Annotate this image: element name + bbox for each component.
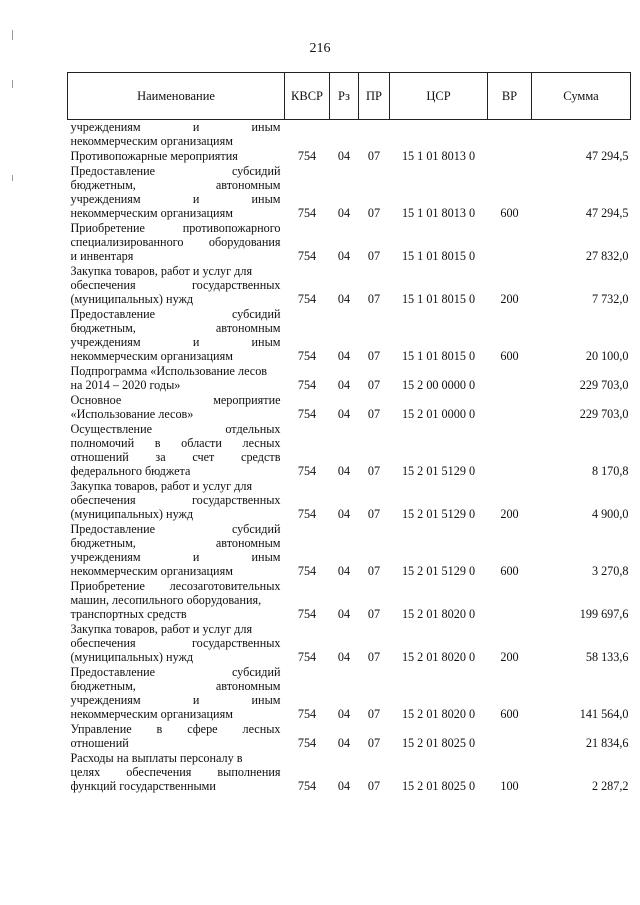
row-name-word: отдельных: [225, 422, 281, 436]
row-name-line: [71, 436, 281, 450]
row-name-word: обеспечения: [70, 278, 136, 292]
row-name-word: иным: [251, 550, 281, 564]
scan-margin-mark: [12, 30, 13, 40]
row-name-word: бюджетным,: [70, 679, 136, 693]
row-name: [68, 393, 285, 422]
row-sum: 21 834,6: [585, 736, 629, 750]
row-name-line: [71, 149, 281, 163]
row-name-line: [71, 579, 281, 593]
row-name: [68, 149, 285, 164]
row-vr: [488, 579, 532, 622]
row-vr: [488, 149, 532, 164]
row-name-word: Закупка товаров, работ и услуг для: [70, 264, 253, 278]
row-sum: 2 287,2: [591, 779, 629, 793]
row-name-line: [71, 307, 281, 321]
row-pr: 07: [367, 149, 381, 163]
row-kvsr: 754: [297, 607, 317, 621]
row-name-word: машин, лесопильного оборудования,: [70, 593, 262, 607]
row-name: [68, 479, 285, 522]
row-kvsr: [285, 120, 330, 150]
row-sum: 3 270,8: [591, 564, 629, 578]
row-pr: 07: [367, 407, 381, 421]
row-rz: 04: [337, 292, 351, 306]
row-vr: [488, 221, 532, 264]
row-name: [68, 364, 285, 393]
row-name: [68, 751, 285, 794]
row-name-word: сфере: [187, 722, 218, 736]
row-kvsr: 754: [297, 650, 317, 664]
row-name-word: субсидий: [231, 164, 281, 178]
row-kvsr: 754: [297, 407, 317, 421]
row-name: [68, 579, 285, 622]
row-name-word: отношений: [70, 450, 129, 464]
row-name-word: мероприятие: [213, 393, 281, 407]
row-kvsr: 754: [297, 736, 317, 750]
scan-margin-mark: [12, 175, 13, 181]
row-name-line: [71, 622, 281, 636]
row-name-word: Подпрограмма «Использование лесов: [70, 364, 268, 378]
row-name-line: [71, 164, 281, 178]
row-name-word: лесозаготовительных: [169, 579, 281, 593]
row-vr: 600: [500, 206, 519, 220]
row-pr: 07: [367, 507, 381, 521]
row-name: [68, 665, 285, 722]
table-row: [68, 751, 631, 794]
row-name-word: Предоставление: [70, 164, 156, 178]
row-name-line: [71, 779, 281, 793]
row-name-word: иным: [251, 192, 281, 206]
row-vr: [488, 393, 532, 422]
table-row: [68, 364, 631, 393]
row-name-word: субсидий: [231, 665, 281, 679]
row-vr: 600: [500, 707, 519, 721]
table-row: [68, 393, 631, 422]
row-rz: 04: [337, 464, 351, 478]
row-pr: 07: [367, 564, 381, 578]
row-name-word: некоммерческим организациям: [70, 134, 233, 148]
row-pr: 07: [367, 464, 381, 478]
row-name-line: [71, 235, 281, 249]
row-name-word: некоммерческим организациям: [70, 206, 233, 220]
row-name-word: Предоставление: [70, 522, 156, 536]
row-kvsr: 754: [297, 206, 317, 220]
row-csr: 15 2 00 0000 0: [401, 378, 476, 392]
row-name-line: [71, 249, 281, 263]
table-row: [68, 264, 631, 307]
row-pr: 07: [367, 607, 381, 621]
row-name-line: [71, 564, 281, 578]
row-csr: 15 2 01 0000 0: [401, 407, 476, 421]
row-csr: 15 2 01 8025 0: [401, 779, 476, 793]
row-name-line: [71, 120, 281, 134]
budget-table: [67, 72, 631, 794]
row-kvsr: 754: [297, 779, 317, 793]
row-name-line: [71, 493, 281, 507]
row-rz: [330, 120, 359, 150]
table-body: [68, 120, 631, 795]
row-name-line: [71, 407, 281, 421]
row-name-word: Закупка товаров, работ и услуг для: [70, 622, 253, 636]
row-name-word: Расходы на выплаты персоналу в: [70, 751, 243, 765]
table-row: [68, 422, 631, 479]
header-sum: Сумма: [532, 73, 631, 120]
row-name-line: [71, 349, 281, 363]
row-name-word: за: [155, 450, 166, 464]
row-rz: 04: [337, 607, 351, 621]
row-name-line: [71, 221, 281, 235]
row-name-line: [71, 522, 281, 536]
row-rz: 04: [337, 779, 351, 793]
row-name-word: учреждениям: [70, 550, 141, 564]
row-name-line: [71, 650, 281, 664]
row-name-word: обеспечения: [70, 636, 136, 650]
row-name-line: [71, 751, 281, 765]
row-pr: 07: [367, 349, 381, 363]
row-name-word: полномочий: [70, 436, 135, 450]
row-name-word: функций: [70, 779, 117, 793]
row-name-word: бюджетным,: [70, 321, 136, 335]
row-csr: 15 2 01 8020 0: [401, 607, 476, 621]
row-name-word: иным: [251, 120, 281, 134]
row-name-word: оборудования: [208, 235, 281, 249]
row-rz: 04: [337, 378, 351, 392]
header-pr: ПР: [359, 73, 390, 120]
row-name-line: [71, 364, 281, 378]
row-sum: 4 900,0: [591, 507, 629, 521]
row-pr: 07: [367, 249, 381, 263]
row-csr: 15 2 01 8020 0: [401, 707, 476, 721]
row-name-word: Приобретение: [70, 579, 145, 593]
row-csr: 15 1 01 8015 0: [401, 349, 476, 363]
row-name-line: [71, 550, 281, 564]
row-rz: 04: [337, 206, 351, 220]
row-name-word: отношений: [70, 736, 129, 750]
row-vr: 600: [500, 349, 519, 363]
header-name: Наименование: [68, 73, 285, 120]
row-name-word: автономным: [215, 321, 281, 335]
row-kvsr: 754: [297, 149, 317, 163]
row-name-line: [71, 206, 281, 220]
row-sum: 229 703,0: [579, 378, 629, 392]
row-name: [68, 264, 285, 307]
row-kvsr: 754: [297, 464, 317, 478]
row-name-word: обеспечения: [70, 493, 136, 507]
row-name-line: [71, 765, 281, 779]
row-name-line: [71, 393, 281, 407]
row-name: [68, 422, 285, 479]
row-pr: 07: [367, 779, 381, 793]
row-name-line: [71, 593, 281, 607]
scan-margin-mark: [12, 80, 13, 88]
row-sum: 58 133,6: [585, 650, 629, 664]
row-pr: [359, 120, 390, 150]
row-sum: 229 703,0: [579, 407, 629, 421]
row-name-word: и: [192, 550, 200, 564]
row-vr: 200: [500, 292, 519, 306]
table-row: [68, 149, 631, 164]
row-name-line: [71, 536, 281, 550]
row-name-line: [71, 335, 281, 349]
row-name-word: учреждениям: [70, 335, 141, 349]
row-name: [68, 622, 285, 665]
row-vr: [488, 364, 532, 393]
row-name-line: [71, 192, 281, 206]
row-rz: 04: [337, 650, 351, 664]
row-name-word: и: [192, 693, 200, 707]
row-name-word: и инвентаря: [70, 249, 134, 263]
row-name-word: Приобретение: [70, 221, 145, 235]
row-name-word: Предоставление: [70, 307, 156, 321]
row-name-word: транспортных средств: [70, 607, 187, 621]
row-sum: 7 732,0: [591, 292, 629, 306]
row-name-line: [71, 464, 281, 478]
row-name-line: [71, 679, 281, 693]
row-vr: 200: [500, 650, 519, 664]
row-name-line: [71, 292, 281, 306]
row-pr: 07: [367, 292, 381, 306]
row-vr: [488, 722, 532, 751]
row-name-line: [71, 507, 281, 521]
header-vr: ВР: [488, 73, 532, 120]
table-row: [68, 479, 631, 522]
row-name-line: [71, 450, 281, 464]
row-name-word: иным: [251, 693, 281, 707]
row-name: [68, 307, 285, 364]
row-name-word: Осуществление: [70, 422, 153, 436]
row-sum: 141 564,0: [579, 707, 629, 721]
row-name-word: Противопожарные мероприятия: [70, 149, 238, 163]
row-name-line: [71, 607, 281, 621]
row-name-word: в: [154, 436, 161, 450]
row-name-word: и: [192, 120, 200, 134]
row-kvsr: 754: [297, 249, 317, 263]
row-sum: 8 170,8: [591, 464, 629, 478]
row-rz: 04: [337, 507, 351, 521]
row-name-line: [71, 278, 281, 292]
row-name-word: специализированного: [70, 235, 184, 249]
row-name-line: [71, 321, 281, 335]
header-csr: ЦСР: [390, 73, 488, 120]
row-name-word: учреждениям: [70, 192, 141, 206]
row-vr: [488, 120, 532, 150]
row-name-line: [71, 722, 281, 736]
table-row: [68, 622, 631, 665]
table-header: [68, 73, 631, 120]
row-sum: 47 294,5: [585, 149, 629, 163]
row-name-word: лесных: [242, 436, 281, 450]
table-row: [68, 522, 631, 579]
row-pr: 07: [367, 650, 381, 664]
row-name-word: Основное: [70, 393, 122, 407]
header-rz: Рз: [330, 73, 359, 120]
row-name-line: [71, 134, 281, 148]
row-sum: 20 100,0: [585, 349, 629, 363]
row-name: [68, 221, 285, 264]
row-rz: 04: [337, 564, 351, 578]
row-name: [68, 164, 285, 221]
table-row: [68, 120, 631, 150]
row-name-word: некоммерческим организациям: [70, 707, 233, 721]
row-name-word: Предоставление: [70, 665, 156, 679]
row-name-word: государственных: [191, 493, 281, 507]
row-sum: 199 697,6: [579, 607, 629, 621]
table-row: [68, 221, 631, 264]
row-name-line: [71, 378, 281, 392]
row-name-word: автономным: [215, 679, 281, 693]
row-sum: [532, 120, 631, 150]
row-name-word: субсидий: [231, 522, 281, 536]
row-name-word: средств: [241, 450, 281, 464]
row-name-word: некоммерческим организациям: [70, 564, 233, 578]
row-vr: 100: [500, 779, 519, 793]
row-name-line: [71, 479, 281, 493]
row-csr: 15 2 01 5129 0: [401, 564, 476, 578]
table-row: [68, 579, 631, 622]
row-name-word: «Использование лесов»: [70, 407, 194, 421]
row-name-word: лесных: [242, 722, 281, 736]
row-rz: 04: [337, 349, 351, 363]
row-name-word: области: [181, 436, 222, 450]
table-row: [68, 307, 631, 364]
row-sum: 27 832,0: [585, 249, 629, 263]
row-name-line: [71, 178, 281, 192]
row-name-line: [71, 636, 281, 650]
row-name-word: целях: [70, 765, 101, 779]
row-name-word: в: [156, 722, 163, 736]
row-kvsr: 754: [297, 349, 317, 363]
row-csr: 15 2 01 5129 0: [401, 464, 476, 478]
row-kvsr: 754: [297, 378, 317, 392]
row-rz: 04: [337, 149, 351, 163]
table-row: [68, 665, 631, 722]
row-name-word: учреждениям: [70, 693, 141, 707]
row-name-word: Закупка товаров, работ и услуг для: [70, 479, 253, 493]
row-csr: 15 1 01 8015 0: [401, 292, 476, 306]
row-csr: 15 1 01 8013 0: [401, 149, 476, 163]
row-name-word: и: [192, 335, 200, 349]
row-name-word: Управление: [70, 722, 132, 736]
row-rz: 04: [337, 249, 351, 263]
row-name: [68, 120, 285, 150]
row-name-word: субсидий: [231, 307, 281, 321]
row-name-word: государственных: [191, 278, 281, 292]
row-csr: 15 2 01 8020 0: [401, 650, 476, 664]
row-kvsr: 754: [297, 507, 317, 521]
row-name-word: (муниципальных) нужд: [70, 650, 194, 664]
row-name-line: [71, 422, 281, 436]
row-name-word: (муниципальных) нужд: [70, 292, 194, 306]
row-name-word: учреждениям: [70, 120, 141, 134]
row-name-word: (муниципальных) нужд: [70, 507, 194, 521]
row-csr: 15 1 01 8015 0: [401, 249, 476, 263]
row-name-word: противопожарного: [182, 221, 281, 235]
row-rz: 04: [337, 736, 351, 750]
row-csr: 15 1 01 8013 0: [401, 206, 476, 220]
page-number: 216: [309, 41, 331, 56]
row-name-word: и: [192, 192, 200, 206]
row-name-line: [71, 707, 281, 721]
row-name-line: [71, 665, 281, 679]
row-kvsr: 754: [297, 292, 317, 306]
row-name-word: федерального бюджета: [70, 464, 191, 478]
row-name-word: обеспечения: [126, 765, 192, 779]
row-sum: 47 294,5: [585, 206, 629, 220]
table-row: [68, 164, 631, 221]
row-pr: 07: [367, 736, 381, 750]
row-vr: 200: [500, 507, 519, 521]
row-name-line: [71, 264, 281, 278]
row-vr: [488, 422, 532, 479]
row-vr: 600: [500, 564, 519, 578]
table-row: [68, 722, 631, 751]
row-name: [68, 722, 285, 751]
row-csr: 15 2 01 8025 0: [401, 736, 476, 750]
row-csr: [390, 120, 488, 150]
row-pr: 07: [367, 707, 381, 721]
row-name-word: автономным: [215, 536, 281, 550]
row-name-line: [71, 693, 281, 707]
row-name-word: выполнения: [217, 765, 281, 779]
row-name-word: счет: [192, 450, 215, 464]
row-name-word: бюджетным,: [70, 536, 136, 550]
row-name-word: государственных: [191, 636, 281, 650]
row-kvsr: 754: [297, 564, 317, 578]
row-name-word: автономным: [215, 178, 281, 192]
header-kvsr: КВСР: [285, 73, 330, 120]
row-pr: 07: [367, 378, 381, 392]
row-pr: 07: [367, 206, 381, 220]
row-name-word: некоммерческим организациям: [70, 349, 233, 363]
row-kvsr: 754: [297, 707, 317, 721]
row-rz: 04: [337, 407, 351, 421]
row-name: [68, 522, 285, 579]
row-name-word: на 2014 – 2020 годы»: [70, 378, 181, 392]
row-name-word: государственными: [119, 779, 216, 793]
row-rz: 04: [337, 707, 351, 721]
row-name-line: [71, 736, 281, 750]
row-name-word: иным: [251, 335, 281, 349]
row-csr: 15 2 01 5129 0: [401, 507, 476, 521]
row-name-word: бюджетным,: [70, 178, 136, 192]
